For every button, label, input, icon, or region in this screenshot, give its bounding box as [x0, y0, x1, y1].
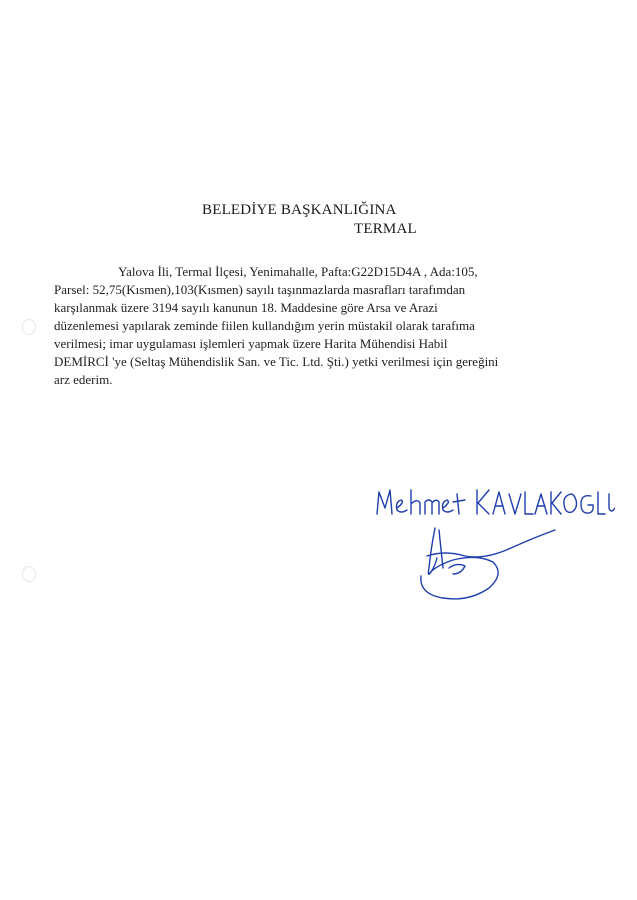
- signature-drawing: [365, 470, 615, 610]
- body-line: verilmesi; imar uygulaması işlemleri yapmak üzere Harita Mühendisi Habil: [54, 336, 448, 351]
- punch-hole-bottom: [22, 566, 36, 582]
- body-line: arz ederim.: [54, 372, 113, 387]
- body-line: düzenlemesi yapılarak zeminde fiilen kullandığım yerin müstakil olarak tarafıma: [54, 318, 475, 333]
- body-line: karşılanmak üzere 3194 sayılı kanunun 18. Maddesine göre Arsa ve Arazi: [54, 300, 438, 315]
- handwritten-signature: [365, 470, 615, 610]
- body-line: Yalova İli, Termal İlçesi, Yenimahalle, Pafta:G22D15D4A , Ada:105,: [118, 264, 478, 279]
- body-line: Parsel: 52,75(Kısmen),103(Kısmen) sayılı taşınmazlarda masrafları tarafımdan: [54, 282, 466, 297]
- addressee-line-2: TERMAL: [354, 221, 417, 237]
- addressee-line-1: BELEDİYE BAŞKANLIĞINA: [202, 202, 397, 218]
- body-line: DEMİRCİ 'ye (Seltaş Mühendislik San. ve Tic. Ltd. Şti.) yetki verilmesi için gereğini: [54, 354, 499, 369]
- punch-hole-top: [22, 319, 36, 335]
